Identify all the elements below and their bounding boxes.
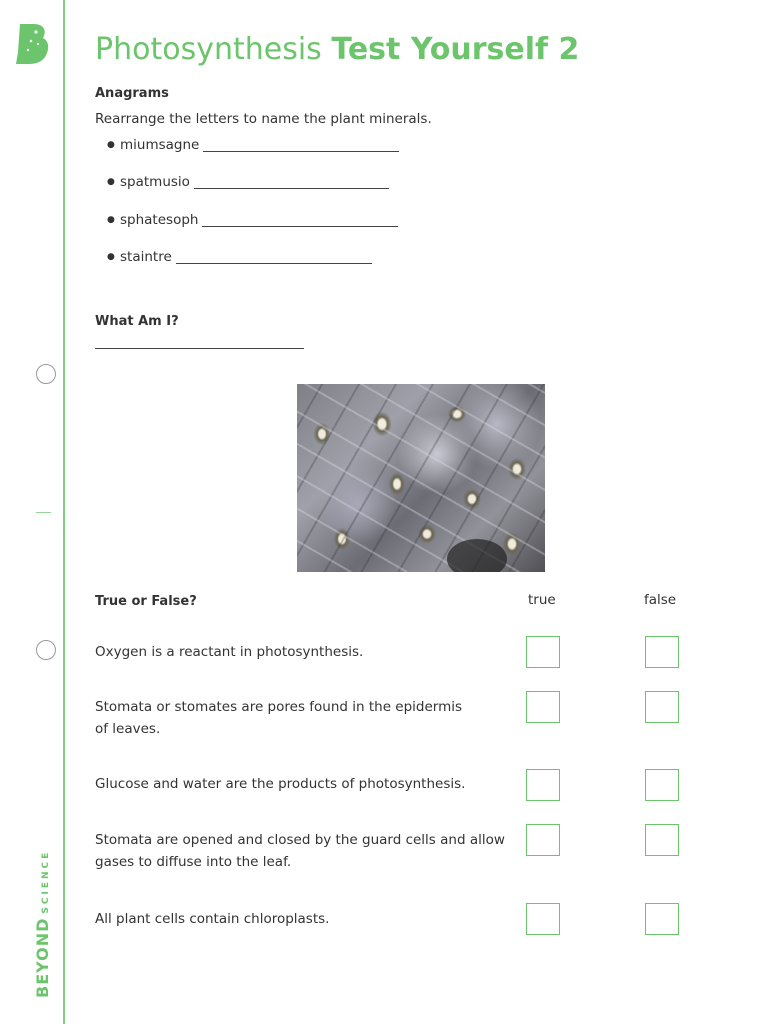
statement-text (95, 641, 515, 663)
brand-label (33, 850, 52, 998)
anagram-item (107, 249, 372, 265)
page-title (95, 32, 579, 67)
bullet-icon: ● (107, 177, 115, 187)
true-checkbox[interactable] (526, 691, 560, 723)
false-checkbox[interactable] (645, 824, 679, 856)
statement-line: Glucose and water are the products of photosynthesis. (95, 776, 466, 792)
bullet-icon: ● (107, 252, 115, 262)
title-light: Photosynthesis (95, 32, 322, 67)
anagram-word: miumsagne (120, 137, 200, 153)
anagrams-instruction: Rearrange the letters to name the plant minerals. (95, 111, 432, 127)
statement-text (95, 829, 520, 873)
brand-main: BEYOND (33, 917, 52, 998)
beyond-logo-icon (14, 22, 52, 66)
anagram-word: spatmusio (120, 174, 190, 190)
false-checkbox[interactable] (645, 636, 679, 668)
true-checkbox[interactable] (526, 903, 560, 935)
anagram-answer-blank[interactable] (176, 249, 372, 264)
true-checkbox[interactable] (526, 824, 560, 856)
anagram-item (107, 137, 399, 153)
punch-hole (36, 640, 56, 660)
false-checkbox[interactable] (645, 903, 679, 935)
anagram-answer-blank[interactable] (202, 212, 398, 227)
dark-patch (447, 539, 507, 572)
statement-line: Oxygen is a reactant in photosynthesis. (95, 644, 364, 660)
what-am-i-heading: What Am I? (95, 314, 179, 329)
false-checkbox[interactable] (645, 691, 679, 723)
statement-text (95, 696, 515, 740)
statement-text (95, 773, 515, 795)
false-column-label: false (644, 592, 677, 608)
anagram-answer-blank[interactable] (203, 137, 399, 152)
true-checkbox[interactable] (526, 769, 560, 801)
statement-text (95, 908, 515, 930)
brand-sub: SCIENCE (41, 849, 51, 914)
title-bold: Test Yourself 2 (331, 32, 580, 67)
statement-line: All plant cells contain chloroplasts. (95, 911, 330, 927)
bullet-icon: ● (107, 215, 115, 225)
true-checkbox[interactable] (526, 636, 560, 668)
false-checkbox[interactable] (645, 769, 679, 801)
fold-mark (36, 512, 51, 513)
anagrams-heading: Anagrams (95, 86, 169, 101)
true-column-label: true (528, 592, 556, 608)
anagram-item (107, 174, 389, 190)
margin-line (63, 0, 65, 1024)
anagram-item (107, 212, 398, 228)
bullet-icon: ● (107, 140, 115, 150)
statement-line: Stomata or stomates are pores found in the epidermis (95, 699, 463, 715)
true-false-heading: True or False? (95, 594, 197, 609)
statement-line: Stomata are opened and closed by the guard cells and allow (95, 832, 505, 848)
statement-line: of leaves. (95, 721, 161, 737)
stomata-micrograph (297, 384, 545, 572)
anagram-answer-blank[interactable] (194, 174, 389, 189)
anagram-word: sphatesoph (120, 212, 199, 228)
anagram-word: staintre (120, 249, 172, 265)
punch-hole (36, 364, 56, 384)
cell-texture (297, 384, 545, 572)
what-am-i-answer-line[interactable] (95, 348, 304, 349)
statement-line: gases to diffuse into the leaf. (95, 854, 292, 870)
